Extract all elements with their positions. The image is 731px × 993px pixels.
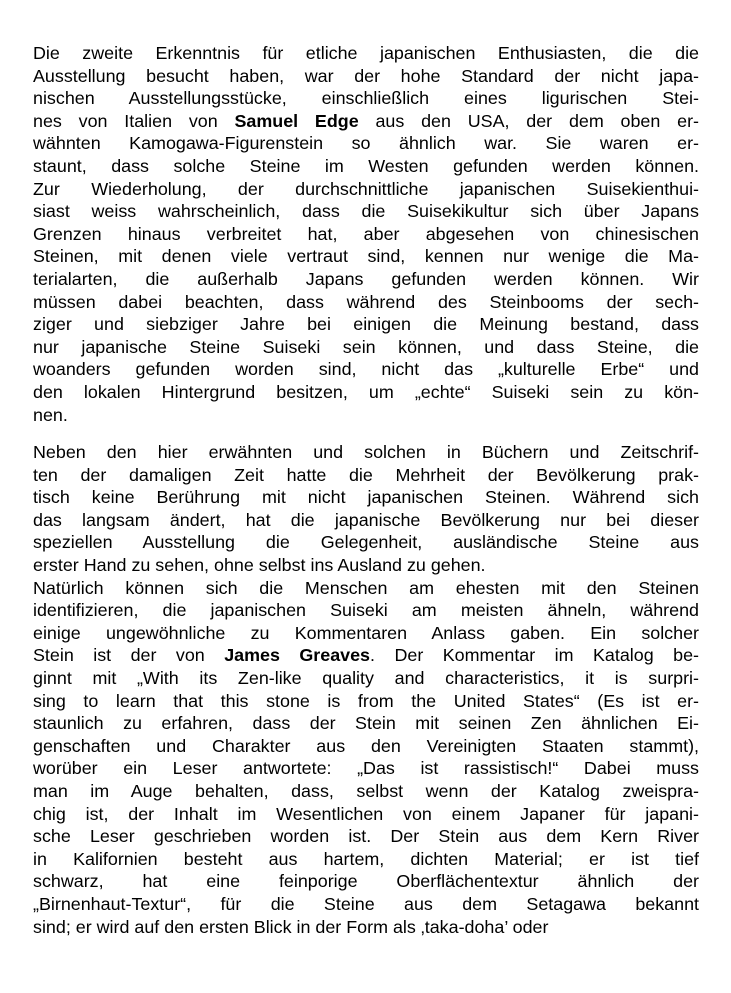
text-segment: „Birnenhaut-Textur“, für die Steine aus dem Setagawa bekannt	[33, 893, 699, 914]
text-line	[33, 404, 699, 427]
text-segment: in Kalifornien besteht aus hartem, dichten Material; er ist tief	[33, 848, 699, 869]
text-line	[33, 735, 699, 758]
text-segment: ten der damaligen Zeit hatte die Mehrheit der Bevölkerung prak-	[33, 464, 699, 485]
text-segment: einige ungewöhnliche zu Kommentaren Anlass gaben. Ein solcher	[33, 622, 699, 643]
text-line	[33, 825, 699, 848]
text-line	[33, 155, 699, 178]
paragraph-1	[33, 42, 699, 426]
text-line	[33, 780, 699, 803]
text-segment: Ausstellung besucht haben, war der hohe Standard der nicht japa-	[33, 65, 699, 86]
paragraph-gap	[33, 426, 699, 441]
text-segment: Steinen, mit denen viele vertraut sind, kennen nur wenige die Ma-	[33, 246, 699, 267]
text-segment: nes von Italien von	[33, 110, 235, 131]
text-line	[33, 358, 699, 381]
text-segment: nur japanische Steine Suiseki sein können, und dass Steine, die	[33, 336, 699, 357]
text-segment: worüber ein Leser antwortete: „Das ist rassistisch!“ Dabei muss	[33, 758, 699, 779]
text-line	[33, 554, 699, 577]
text-line	[33, 381, 699, 404]
text-segment: das langsam ändert, hat die japanische Bevölkerung nur bei dieser	[33, 509, 699, 530]
text-line	[33, 644, 699, 667]
text-segment: den lokalen Hintergrund besitzen, um „echte“ Suiseki sein zu kön-	[33, 381, 699, 402]
text-segment: aus den USA, der dem oben er-	[358, 110, 699, 131]
paragraph-3	[33, 577, 699, 939]
text-line	[33, 803, 699, 826]
text-line	[33, 531, 699, 554]
text-line	[33, 110, 699, 133]
document-page	[33, 42, 699, 938]
text-segment: chig ist, der Inhalt im Wesentlichen von einem Japaner für japani-	[33, 803, 699, 824]
text-segment: sind; er wird auf den ersten Blick in der Form als ‚taka-doha’ oder	[33, 916, 549, 937]
text-segment: Stein ist der von	[33, 645, 225, 666]
person-name: James Greaves	[224, 645, 371, 666]
text-line	[33, 245, 699, 268]
text-line	[33, 667, 699, 690]
text-line	[33, 916, 699, 939]
text-segment: speziellen Ausstellung die Gelegenheit, ausländische Steine aus	[33, 532, 699, 553]
text-line	[33, 132, 699, 155]
text-segment: staunt, dass solche Steine im Westen gefunden werden können.	[33, 155, 699, 176]
text-segment: staunlich zu erfahren, dass der Stein mit seinen Zen ähnlichen Ei-	[33, 713, 699, 734]
text-segment: sche Leser geschrieben worden ist. Der Stein aus dem Kern River	[33, 826, 699, 847]
text-line	[33, 65, 699, 88]
text-segment: Die zweite Erkenntnis für etliche japanischen Enthusiasten, die die	[33, 43, 699, 63]
text-line	[33, 893, 699, 916]
text-segment: müssen dabei beachten, dass während des Steinbooms der sech-	[33, 291, 699, 312]
text-segment: erster Hand zu sehen, ohne selbst ins Ausland zu gehen.	[33, 555, 486, 576]
text-segment: man im Auge behalten, dass, selbst wenn der Katalog zweispra-	[33, 781, 699, 801]
text-segment: woanders gefunden worden sind, nicht das „kulturelle Erbe“ und	[33, 359, 699, 380]
text-segment: ziger und siebziger Jahre bei einigen die Meinung bestand, dass	[33, 314, 699, 335]
text-line	[33, 486, 699, 509]
text-segment: Natürlich können sich die Menschen am ehesten mit den Steinen	[33, 577, 699, 598]
text-segment: tisch keine Berührung mit nicht japanischen Steinen. Während sich	[33, 487, 699, 508]
text-segment: nischen Ausstellungsstücke, einschließlich eines ligurischen Stei-	[33, 88, 699, 109]
text-line	[33, 87, 699, 110]
text-line	[33, 336, 699, 359]
text-line	[33, 757, 699, 780]
text-segment: siast weiss wahrscheinlich, dass die Suisekikultur sich über Japans	[33, 201, 699, 222]
text-segment: nen.	[33, 404, 68, 425]
text-line	[33, 291, 699, 314]
text-segment: identifizieren, die japanischen Suiseki am meisten ähneln, während	[33, 600, 699, 621]
text-segment: ginnt mit „With its Zen-like quality and characteristics, it is surpri-	[33, 668, 699, 689]
person-name: Samuel Edge	[234, 110, 359, 131]
text-segment: Zur Wiederholung, der durchschnittliche japanischen Suisekienthui-	[33, 178, 699, 199]
text-line	[33, 622, 699, 645]
text-line	[33, 42, 699, 65]
text-line	[33, 200, 699, 223]
text-line	[33, 577, 699, 600]
text-line	[33, 464, 699, 487]
text-segment: wähnten Kamogawa-Figurenstein so ähnlich war. Sie waren er-	[33, 133, 699, 154]
paragraph-2	[33, 441, 699, 577]
text-segment: terialarten, die außerhalb Japans gefunden werden können. Wir	[33, 268, 699, 289]
text-segment: . Der Kommentar im Katalog be-	[370, 645, 699, 666]
text-segment: Neben den hier erwähnten und solchen in Büchern und Zeitschrif-	[33, 442, 699, 463]
text-segment: sing to learn that this stone is from the United States“ (Es ist er-	[33, 690, 699, 711]
text-line	[33, 223, 699, 246]
text-line	[33, 599, 699, 622]
text-segment: genschaften und Charakter aus den Vereinigten Staaten stammt),	[33, 735, 699, 756]
text-line	[33, 848, 699, 871]
text-segment: schwarz, hat eine feinporige Oberflächentextur ähnlich der	[33, 871, 699, 892]
text-line	[33, 268, 699, 291]
text-line	[33, 178, 699, 201]
text-line	[33, 690, 699, 713]
text-line	[33, 441, 699, 464]
text-line	[33, 870, 699, 893]
text-line	[33, 313, 699, 336]
text-segment: Grenzen hinaus verbreitet hat, aber abgesehen von chinesischen	[33, 223, 699, 244]
text-line	[33, 509, 699, 532]
text-line	[33, 712, 699, 735]
